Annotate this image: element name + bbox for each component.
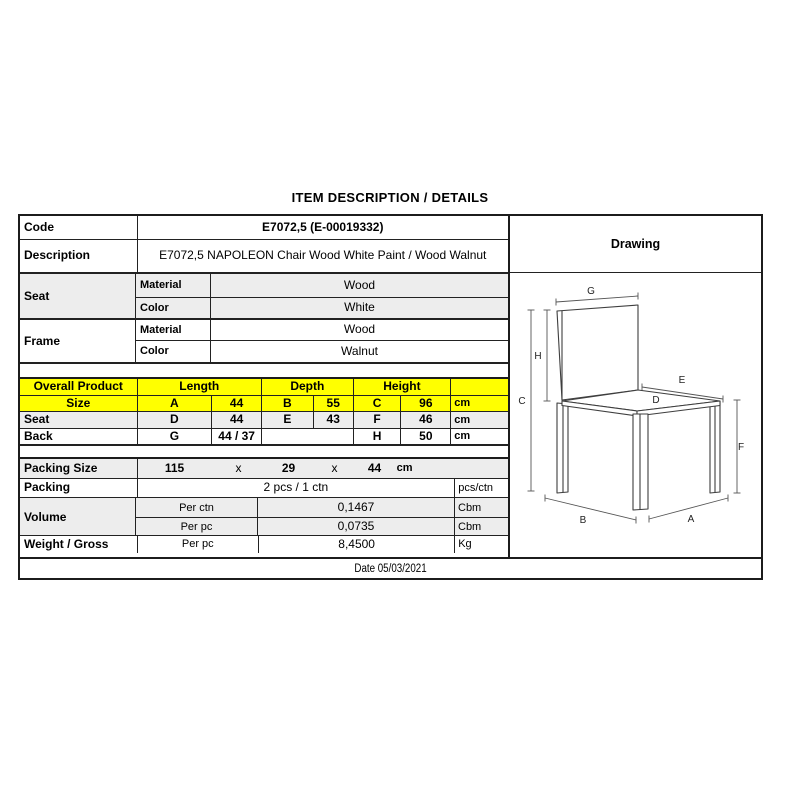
size-seat-unit: cm: [454, 413, 471, 426]
packing-size-unit: cm: [396, 462, 413, 475]
weight-name: Per pc: [138, 536, 260, 553]
frame-material-label: Material: [136, 320, 211, 340]
frame-material-row: [136, 320, 508, 341]
volume-per-pc-value: 0,0735: [258, 518, 455, 535]
size-back-row: [20, 429, 508, 446]
spacer-row-2: [20, 446, 508, 459]
size-seat-row: [20, 412, 508, 429]
spacer-row: [20, 364, 508, 379]
page-title: ITEM DESCRIPTION / DETAILS: [291, 190, 489, 205]
description-row: [20, 240, 508, 274]
weight-label: Weight / Gross: [20, 536, 138, 553]
size-a-value: 44: [212, 396, 262, 411]
dim-label-d: D: [652, 395, 660, 406]
packing-size-label: Packing Size: [20, 459, 138, 478]
dim-label-b: B: [579, 515, 587, 526]
volume-per-ctn-unit: Cbm: [458, 501, 482, 514]
spec-table: [18, 214, 763, 580]
volume-per-pc-unit: Cbm: [458, 520, 482, 533]
size-c-value: 96: [401, 396, 451, 411]
seat-block: [20, 274, 508, 320]
size-header-row-2: [20, 396, 508, 412]
dim-label-c: C: [518, 396, 526, 407]
date-value: Date 05/03/2021: [354, 562, 427, 575]
packing-label: Packing: [20, 479, 138, 497]
drawing-column: [510, 216, 761, 557]
seat-material-row: [136, 274, 508, 298]
packing-row: [20, 479, 508, 498]
seat-color-row: [136, 298, 508, 318]
seat-material-value: Wood: [343, 277, 376, 292]
description-value: E7072,5 NAPOLEON Chair Wood White Paint / Wood Walnut: [159, 248, 487, 263]
frame-material-value: Wood: [343, 322, 376, 337]
packing-size-x2: x: [331, 460, 338, 475]
frame-color-label: Color: [136, 341, 211, 362]
size-b-value: 55: [314, 396, 354, 411]
date-row: [20, 557, 761, 578]
seat-label: Seat: [20, 274, 136, 318]
size-d-key: D: [138, 412, 213, 428]
size-header-unit: cm: [451, 396, 508, 411]
dim-label-e: E: [678, 375, 686, 386]
seat-material-label: Material: [136, 274, 211, 297]
size-b-key: B: [262, 396, 314, 411]
size-h-value: 50: [401, 429, 451, 444]
size-c-key: C: [354, 396, 402, 411]
size-header-label-1: Overall Product: [20, 379, 138, 395]
volume-block: [20, 498, 508, 536]
size-header-height: Height: [354, 379, 452, 395]
weight-row: [20, 536, 508, 553]
packing-size-dim1: 115: [164, 460, 185, 475]
volume-label: Volume: [20, 498, 136, 535]
size-d-value: 44: [212, 412, 262, 428]
packing-unit: pcs/ctn: [458, 481, 494, 494]
volume-per-pc-label: Per pc: [136, 518, 258, 535]
packing-size-values: [138, 459, 508, 478]
dim-label-g: G: [587, 286, 595, 297]
seat-color-label: Color: [136, 298, 211, 318]
drawing-header: Drawing: [510, 216, 761, 273]
packing-size-row: [20, 459, 508, 479]
weight-unit: Kg: [458, 538, 472, 551]
description-label: Description: [20, 240, 138, 272]
size-a-key: A: [138, 396, 213, 411]
frame-block: [20, 320, 508, 364]
size-e-key: E: [262, 412, 314, 428]
code-value: E7072,5 (E-00019332): [262, 219, 384, 234]
chair-drawing: [510, 273, 761, 552]
size-f-value: 46: [401, 412, 451, 428]
size-back-empty-cell: [262, 429, 354, 444]
volume-per-ctn-row: [136, 498, 508, 518]
volume-per-ctn-value: 0,1467: [258, 498, 455, 517]
frame-color-value: Walnut: [341, 343, 378, 358]
volume-per-ctn-label: Per ctn: [136, 498, 258, 517]
packing-size-x1: x: [235, 460, 242, 475]
code-label: Code: [20, 216, 138, 239]
size-header-depth: Depth: [262, 379, 354, 395]
dim-label-h: H: [534, 351, 542, 362]
packing-value: 2 pcs / 1 ctn: [138, 479, 456, 497]
size-seat-label: Seat: [20, 412, 138, 428]
size-back-unit: cm: [454, 430, 471, 443]
frame-label: Frame: [20, 320, 136, 362]
size-h-key: H: [354, 429, 402, 444]
weight-value: 8,4500: [259, 536, 455, 553]
volume-per-pc-row: [136, 518, 508, 535]
size-back-label: Back: [20, 429, 138, 444]
frame-color-row: [136, 341, 508, 362]
seat-color-value: White: [344, 300, 375, 315]
size-e-value: 43: [314, 412, 354, 428]
drawing-area: [510, 273, 761, 557]
spec-table-left: [20, 216, 510, 557]
size-g-value: 44 / 37: [212, 429, 262, 444]
size-g-key: G: [138, 429, 213, 444]
packing-size-dim3: 44: [367, 460, 382, 475]
size-header-length: Length: [138, 379, 262, 395]
size-f-key: F: [354, 412, 402, 428]
code-row: [20, 216, 508, 240]
dim-label-f: F: [737, 442, 745, 453]
dim-label-a: A: [687, 514, 695, 525]
size-header-label-2: Size: [20, 396, 138, 411]
packing-size-dim2: 29: [281, 460, 296, 475]
size-header-row-1: [20, 379, 508, 396]
size-header-unit-spacer: [451, 379, 508, 395]
